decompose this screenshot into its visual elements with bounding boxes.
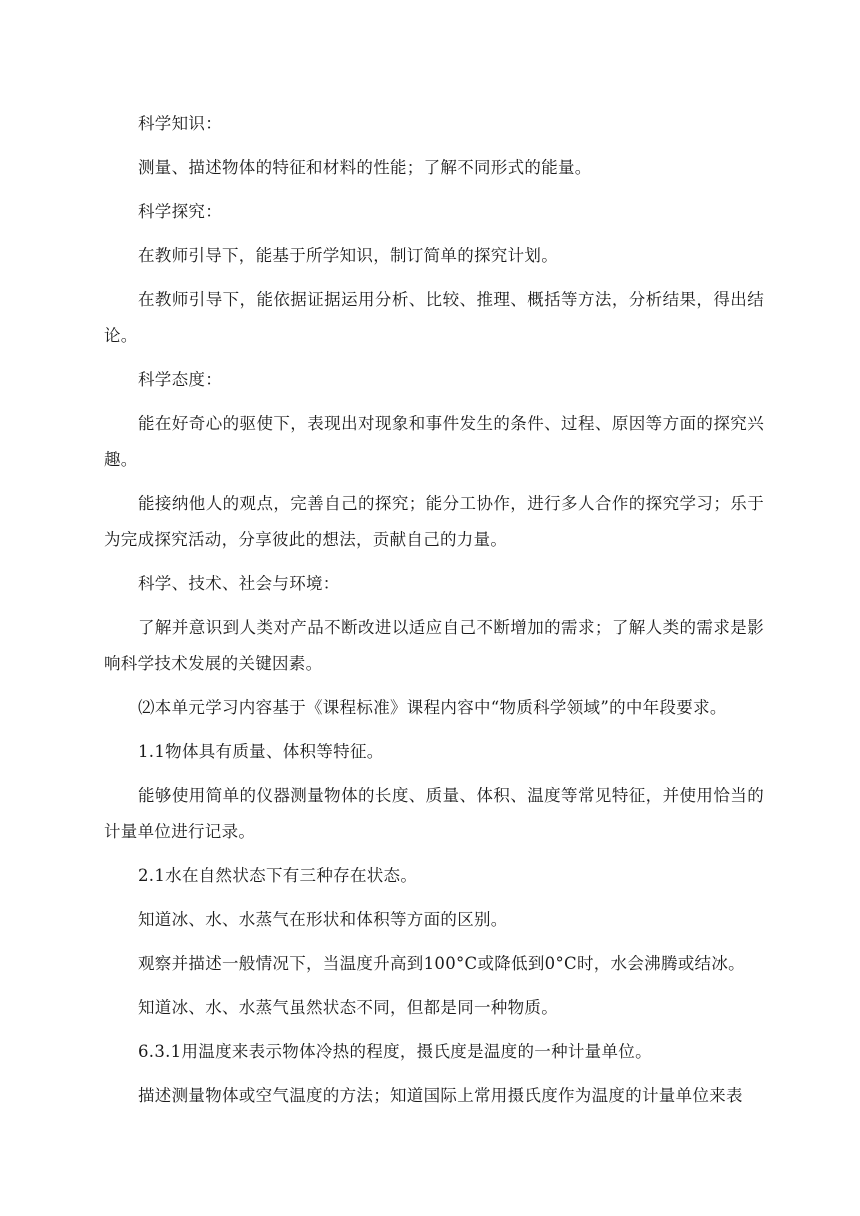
paragraph: 在教师引导下，能基于所学知识，制订简单的探究计划。 [138, 246, 558, 265]
heading-science-knowledge: 科学知识： [138, 114, 222, 133]
paragraph: 观察并描述一般情况下，当温度升高到100°C或降低到0°C时，水会沸腾或结冰。 [138, 954, 745, 973]
document-body [104, 106, 764, 1122]
paragraph: 知道冰、水、水蒸气虽然状态不同，但都是同一种物质。 [138, 998, 558, 1017]
heading-science-attitude: 科学态度： [138, 370, 222, 389]
paragraph: 2.1水在自然状态下有三种存在状态。 [138, 866, 418, 885]
paragraph: 描述测量物体或空气温度的方法；知道国际上常用摄氏度作为温度的计量单位来表 [138, 1086, 743, 1105]
paragraph: 能够使用简单的仪器测量物体的长度、质量、体积、温度等常见特征，并使用恰当的计量单位进行记录。 [104, 786, 764, 841]
paragraph: 在教师引导下，能依据证据运用分析、比较、推理、概括等方法，分析结果，得出结论。 [104, 290, 764, 345]
paragraph: 知道冰、水、水蒸气在形状和体积等方面的区别。 [138, 910, 508, 929]
paragraph: 能在好奇心的驱使下，表现出对现象和事件发生的条件、过程、原因等方面的探究兴趣。 [104, 414, 764, 469]
paragraph: 6.3.1用温度来表示物体冷热的程度，摄氏度是温度的一种计量单位。 [138, 1042, 652, 1061]
heading-stse: 科学、技术、社会与环境： [138, 574, 340, 593]
heading-science-inquiry: 科学探究： [138, 202, 222, 221]
paragraph: 1.1物体具有质量、体积等特征。 [138, 742, 384, 761]
paragraph: 测量、描述物体的特征和材料的性能；了解不同形式的能量。 [138, 158, 592, 177]
paragraph: 了解并意识到人类对产品不断改进以适应自己不断增加的需求；了解人类的需求是影响科学技术发展的关键因素。 [104, 618, 764, 673]
paragraph: ⑵本单元学习内容基于《课程标准》课程内容中“物质科学领域”的中年段要求。 [138, 698, 727, 717]
paragraph: 能接纳他人的观点，完善自己的探究；能分工协作，进行多人合作的探究学习；乐于为完成探究活动，分享彼此的想法，贡献自己的力量。 [104, 494, 764, 549]
